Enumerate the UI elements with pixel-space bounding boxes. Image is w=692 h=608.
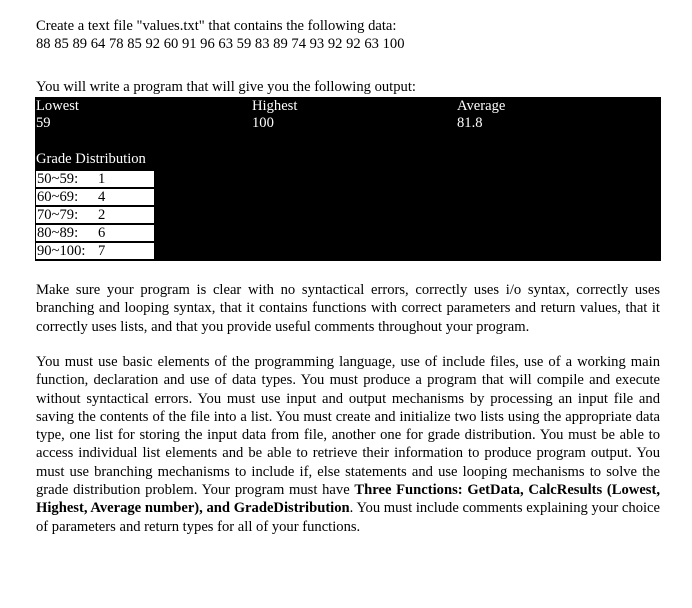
distribution-row — [35, 224, 155, 242]
distribution-count: 6 — [98, 225, 106, 241]
header-average: Average — [457, 98, 506, 114]
value-lowest: 59 — [36, 115, 51, 131]
data-values-line: 88 85 89 64 78 85 92 60 91 96 63 59 83 89 74 93 92 92 63 100 — [36, 36, 405, 52]
distribution-row — [35, 206, 155, 224]
distribution-range: 80~89: — [37, 225, 79, 241]
requirements-text-a: You must use basic elements of the programming language, use of include files, use of a working main function, declaration and use of data types. You must produce a program that will compile and execute without syntactical errors. You must use input and output mechanisms by processing an input file and saving the contents of the file into a list. You must create and initialize two lists using the appropriate data type, one list for storing the input data from file, another one for grade distribution. You must be able to access individual list elements and be able to retrieve their information to produce program output. You must use branching mechanisms to include if, else statements and use looping mechanisms to solve the grade distribution problem. Your program must have — [36, 354, 660, 499]
header-highest: Highest — [252, 98, 298, 114]
three-functions-emphasis: Three Functions: GetData, CalcResults (Lowest, Highest, Average number), and GradeDistribution — [36, 482, 660, 517]
distribution-range: 50~59: — [37, 171, 79, 187]
output-intro: You will write a program that will give you the following output: — [36, 79, 416, 95]
distribution-count: 4 — [98, 189, 106, 205]
program-output-console — [35, 97, 661, 261]
requirements-paragraph: Make sure your program is clear with no syntactical errors, correctly uses i/o syntax, correctly uses branching and looping syntax, that it contains functions with correct parameters and return values, that it correctly uses lists, and that you provide useful comments throughout your program. — [36, 282, 660, 335]
distribution-row — [35, 170, 155, 188]
value-highest: 100 — [252, 115, 274, 131]
distribution-row — [35, 242, 155, 260]
distribution-range: 70~79: — [37, 207, 79, 223]
distribution-count: 7 — [98, 243, 106, 259]
requirements-text-b: . You must include comments explaining your choice of parameters and return types for all of your functions. — [36, 500, 660, 535]
distribution-count: 2 — [98, 207, 106, 223]
value-average: 81.8 — [457, 115, 483, 131]
distribution-row — [35, 188, 155, 206]
distribution-range: 60~69: — [37, 189, 79, 205]
distribution-range: 90~100: — [37, 243, 86, 259]
distribution-count: 1 — [98, 171, 106, 187]
header-lowest: Lowest — [36, 98, 79, 114]
intro-line-1: Create a text file "values.txt" that contains the following data: — [36, 18, 397, 34]
grade-distribution-title: Grade Distribution — [36, 151, 146, 167]
detailed-requirements-paragraph — [36, 353, 660, 536]
